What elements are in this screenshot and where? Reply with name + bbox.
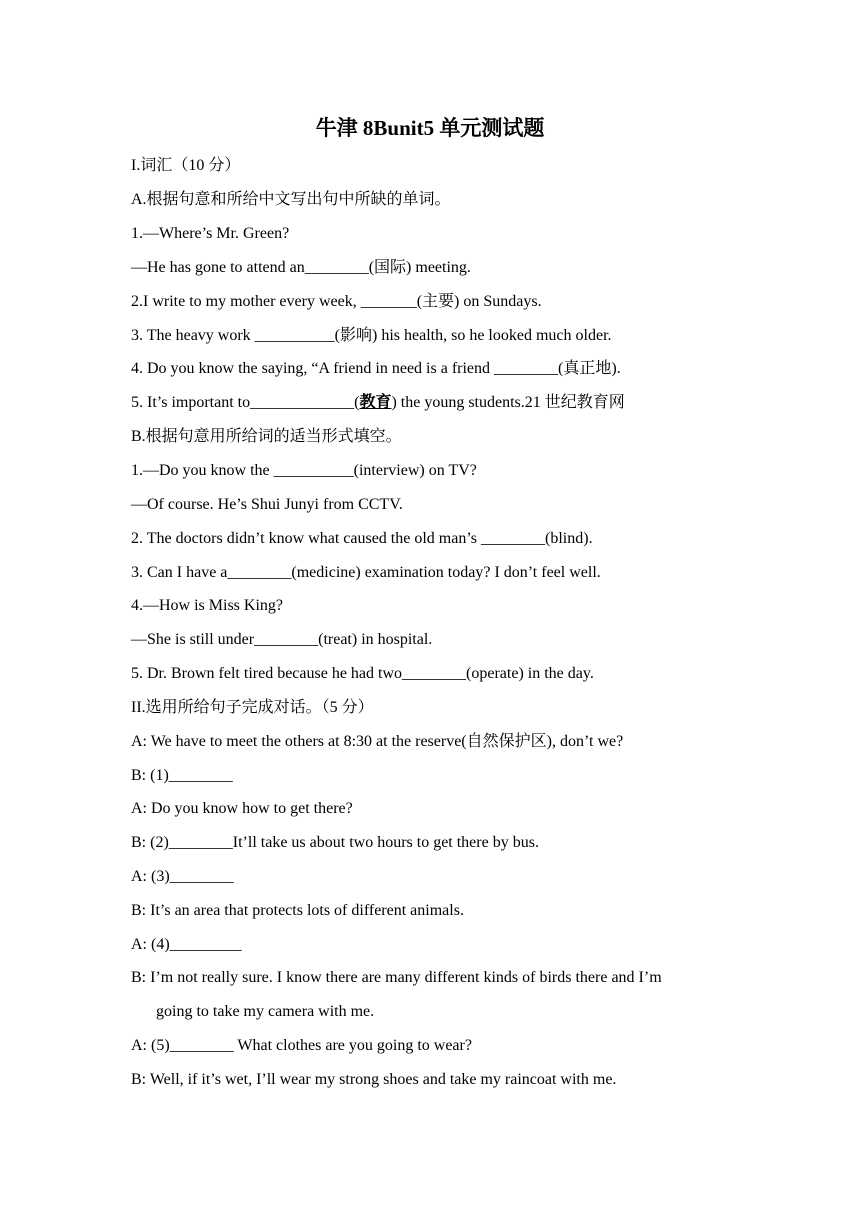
dialogue-line: A: (4)_________ (131, 936, 242, 953)
question-line: 5. Dr. Brown felt tired because he had two________(operate) in the day. (131, 665, 594, 682)
dialogue-line: A: (5)________ What clothes are you going to wear? (131, 1037, 472, 1054)
question-line: 4. Do you know the saying, “A friend in need is a friend ________(真正地). (131, 360, 621, 377)
dialogue-line-continued: going to take my camera with me. (156, 1003, 375, 1020)
question-line: —He has gone to attend an________(国际) meeting. (131, 259, 471, 276)
section-heading: I.词汇（10 分） (131, 157, 241, 174)
question-line: —She is still under________(treat) in hospital. (131, 631, 433, 648)
question-line: 3. Can I have a________(medicine) examination today? I don’t feel well. (131, 564, 601, 581)
question-line: 2. The doctors didn’t know what caused the old man’s ________(blind). (131, 530, 593, 547)
page-title: 牛津 8Bunit5 单元测试题 (315, 116, 545, 140)
question-line: 1.—Where’s Mr. Green? (131, 225, 290, 242)
question-line: —Of course. He’s Shui Junyi from CCTV. (131, 496, 403, 513)
dialogue-line: A: We have to meet the others at 8:30 at the reserve(自然保护区), don’t we? (131, 733, 624, 750)
question-text: 5. It’s important to_____________( (131, 394, 360, 411)
emphasized-word: 教育 (359, 394, 392, 411)
dialogue-line: A: (3)________ (131, 868, 234, 885)
dialogue-line: B: It’s an area that protects lots of different animals. (131, 902, 464, 919)
question-line (131, 392, 625, 414)
dialogue-line: B: Well, if it’s wet, I’ll wear my strong shoes and take my raincoat with me. (131, 1071, 617, 1088)
question-text-tail: ) the young students.21 世纪教育网 (391, 394, 625, 411)
section-heading: II.选用所给句子完成对话。（5 分） (131, 699, 374, 716)
dialogue-line: B: (1)________ (131, 767, 233, 784)
question-line: 4.—How is Miss King? (131, 597, 284, 614)
subsection-heading: A.根据句意和所给中文写出句中所缺的单词。 (131, 191, 451, 208)
question-line: 3. The heavy work __________(影响) his health, so he looked much older. (131, 327, 612, 344)
question-line: 2.I write to my mother every week, _______(主要) on Sundays. (131, 293, 542, 310)
dialogue-line: B: (2)________It’ll take us about two hours to get there by bus. (131, 834, 539, 851)
dialogue-line: A: Do you know how to get there? (131, 800, 353, 817)
dialogue-line: B: I’m not really sure. I know there are many different kinds of birds there and I’m (131, 969, 662, 986)
question-line: 1.—Do you know the __________(interview) on TV? (131, 462, 477, 479)
subsection-heading: B.根据句意用所给词的适当形式填空。 (131, 428, 402, 445)
